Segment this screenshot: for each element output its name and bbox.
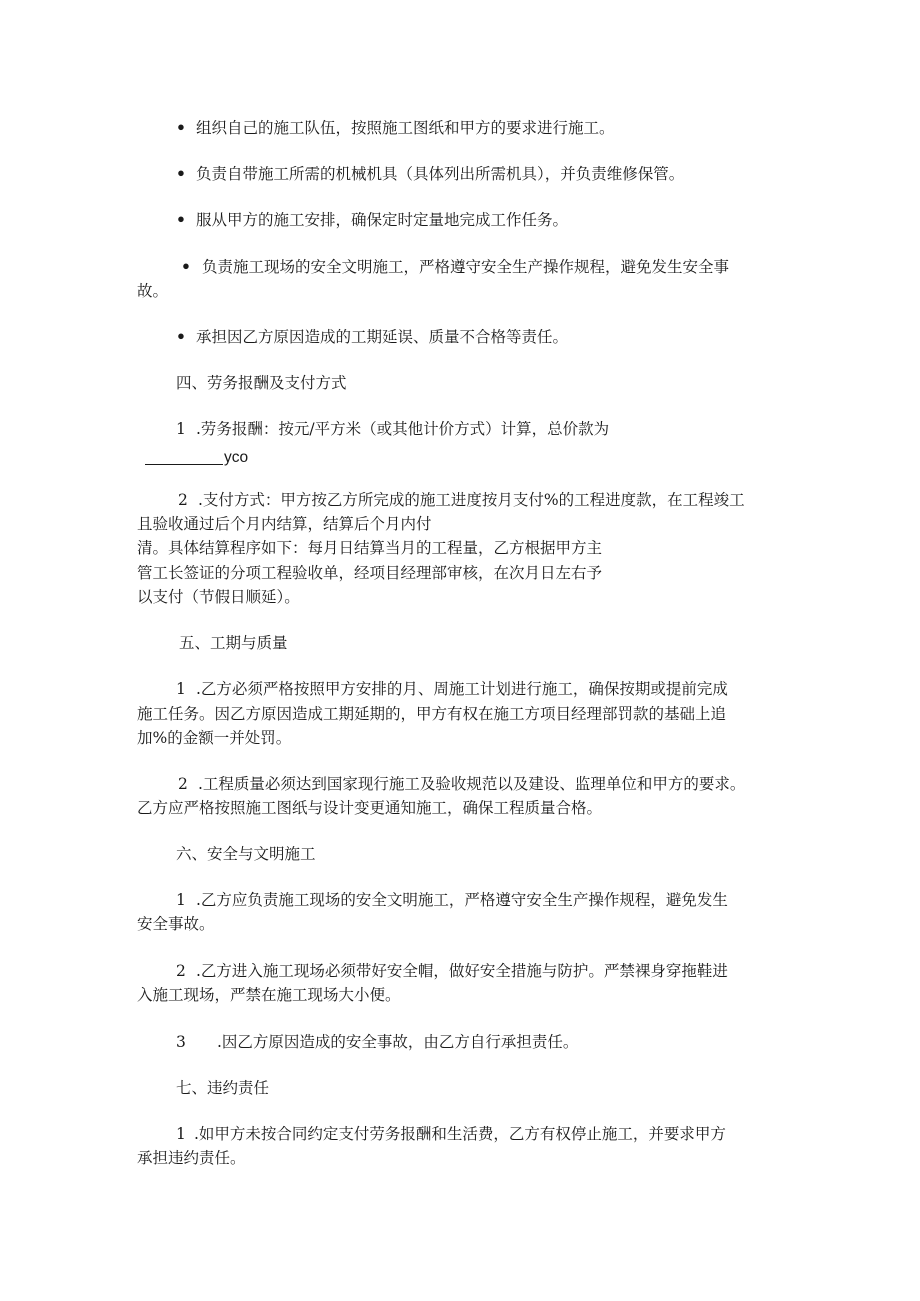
paragraph-line: .乙方应负责施工现场的安全文明施工，严格遵守安全生产操作规程，避免发生	[196, 891, 728, 909]
blank-suffix: yco	[224, 449, 249, 466]
section-heading: 四、劳务报酬及支付方式	[176, 374, 347, 392]
paragraph-line: 以支付（节假日顺延）。	[137, 588, 300, 606]
bullet-item-continuation: 故。	[137, 282, 169, 300]
item-number: 1	[176, 680, 186, 698]
paragraph-line: .支付方式：甲方按乙方所完成的施工进度按月支付%的工程进度款，在工程竣工	[198, 491, 745, 509]
bullet-dot: •	[176, 118, 186, 137]
paragraph-line: .劳务报酬：按元/平方米（或其他计价方式）计算，总价款为	[196, 420, 610, 438]
section-heading: 五、工期与质量	[179, 634, 288, 652]
paragraph-line: .如甲方未按合同约定支付劳务报酬和生活费，乙方有权停止施工，并要求甲方	[194, 1125, 726, 1143]
fill-in-blank	[145, 448, 223, 465]
item-number: 2	[176, 962, 186, 980]
item-number: 1	[176, 1125, 186, 1143]
paragraph-line: 清。具体结算程序如下：每月日结算当月的工程量，乙方根据甲方主	[137, 539, 603, 557]
paragraph-line: 入施工现场，严禁在施工现场大小便。	[137, 986, 401, 1004]
section-heading: 七、违约责任	[176, 1079, 270, 1097]
bullet-item: 负责施工现场的安全文明施工，严格遵守安全生产操作规程，避免发生安全事	[202, 258, 730, 276]
bullet-item: 负责自带施工所需的机械机具（具体列出所需机具），并负责维修保管。	[196, 165, 685, 183]
bullet-dot: •	[181, 257, 191, 276]
paragraph-line: 承担违约责任。	[137, 1149, 246, 1167]
paragraph-line: 且验收通过后个月内结算，结算后个月内付	[137, 515, 432, 533]
item-number: 1	[176, 420, 186, 438]
paragraph-line: .乙方必须严格按照甲方安排的月、周施工计划进行施工，确保按期或提前完成	[196, 680, 728, 698]
bullet-dot: •	[176, 327, 186, 346]
item-number: 1	[176, 891, 186, 909]
paragraph-line: .乙方进入施工现场必须带好安全帽，做好安全措施与防护。严禁裸身穿拖鞋进	[196, 962, 728, 980]
paragraph-line: 管工长签证的分项工程验收单，经项目经理部审核，在次月日左右予	[137, 564, 603, 582]
item-number: 3	[176, 1033, 186, 1051]
bullet-item: 组织自己的施工队伍，按照施工图纸和甲方的要求进行施工。	[196, 119, 615, 137]
bullet-item: 承担因乙方原因造成的工期延误、质量不合格等责任。	[196, 328, 569, 346]
section-heading: 六、安全与文明施工	[176, 845, 316, 863]
paragraph-line: .工程质量必须达到国家现行施工及验收规范以及建设、监理单位和甲方的要求。	[198, 775, 746, 793]
bullet-dot: •	[176, 210, 186, 229]
item-number: 2	[178, 491, 188, 509]
item-number: 2	[178, 775, 188, 793]
paragraph-line: .因乙方原因造成的安全事故，由乙方自行承担责任。	[217, 1033, 579, 1051]
paragraph-line: 乙方应严格按照施工图纸与设计变更通知施工，确保工程质量合格。	[137, 799, 603, 817]
paragraph-line: 施工任务。因乙方原因造成工期延期的，甲方有权在施工方项目经理部罚款的基础上追	[137, 705, 727, 723]
paragraph-line: 安全事故。	[137, 915, 215, 933]
bullet-item: 服从甲方的施工安排，确保定时定量地完成工作任务。	[196, 211, 569, 229]
paragraph-line: 加%的金额一并处罚。	[137, 729, 292, 747]
bullet-dot: •	[176, 164, 186, 183]
